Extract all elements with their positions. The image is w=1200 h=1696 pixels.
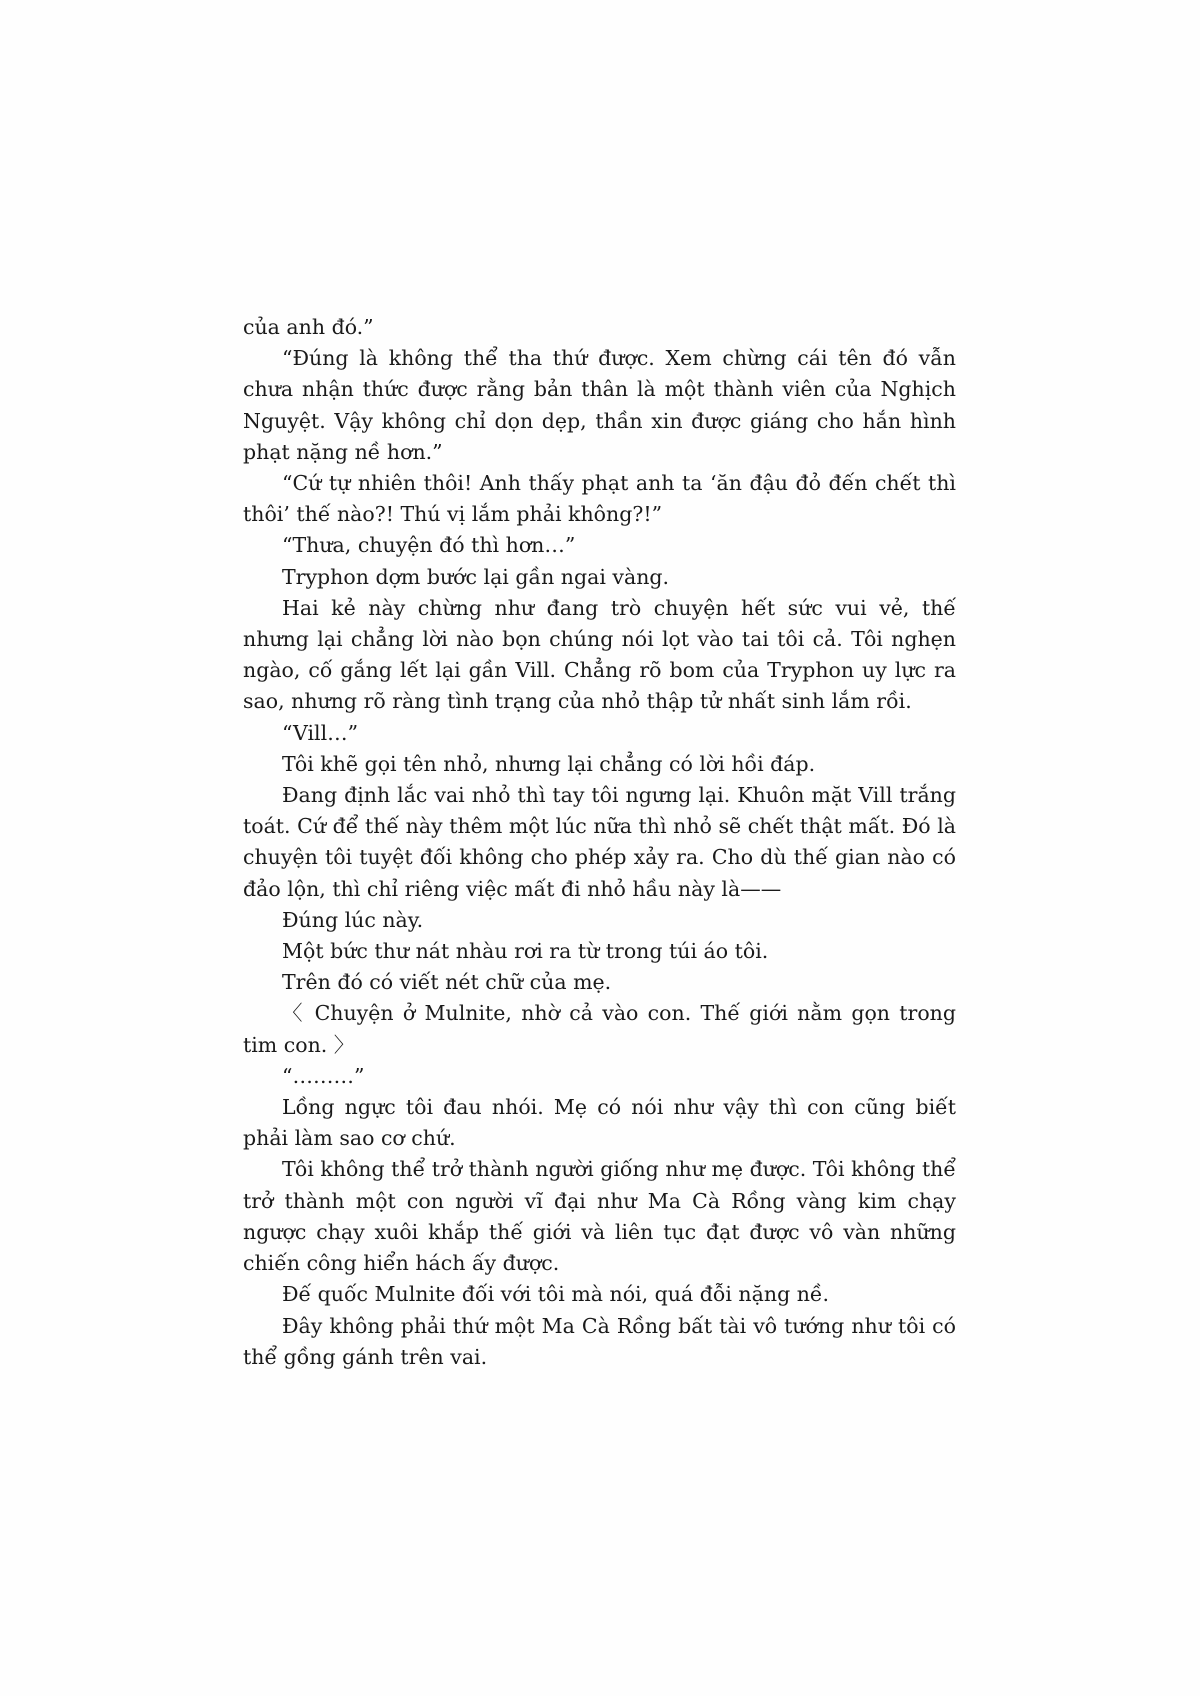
paragraph: Tôi khẽ gọi tên nhỏ, nhưng lại chẳng có lời hồi đáp. [282,751,816,776]
letter-quote: 〈 Chuyện ở Mulnite, nhờ cả vào con. Thế giới nằm gọn trong tim con. 〉 [243,1001,956,1057]
paragraph: “Đúng là không thể tha thứ được. Xem chừng cái tên đó vẫn chưa nhận thức được rằng bản thân là một thành viên của Nghịch Nguyệt. Vậy không chỉ dọn dẹp, thần xin được giáng cho hắn hình phạt nặng nề hơn.” [243,346,956,464]
paragraph: Tryphon dợm bước lại gần ngai vàng. [282,564,670,589]
paragraph: “Cứ tự nhiên thôi! Anh thấy phạt anh ta ‘ăn đậu đỏ đến chết thì thôi’ thế nào?! Thú vị lắm phải không?!” [243,471,956,527]
paragraph: “Vill…” [282,720,359,745]
paragraph: của anh đó.” [243,315,374,339]
paragraph: Một bức thư nát nhàu rơi ra từ trong túi áo tôi. [282,939,769,964]
paragraph: Đây không phải thứ một Ma Cà Rồng bất tài vô tướng như tôi có thể gồng gánh trên vai. [243,1313,956,1369]
body-text [243,312,956,1373]
paragraph: “………” [282,1063,365,1088]
paragraph: Đúng lúc này. [282,907,424,932]
paragraph: “Thưa, chuyện đó thì hơn…” [282,533,576,558]
paragraph: Trên đó có viết nét chữ của mẹ. [282,970,612,995]
paragraph: Tôi không thể trở thành người giống như mẹ được. Tôi không thể trở thành một con người vĩ đại như Ma Cà Rồng vàng kim chạy ngược chạy xuôi khắp thế giới và liên tục đạt được vô vàn những chiến công hiển hách ấy được. [243,1157,956,1276]
paragraph: Đế quốc Mulnite đối với tôi mà nói, quá đỗi nặng nề. [282,1282,830,1307]
paragraph: Đang định lắc vai nhỏ thì tay tôi ngưng lại. Khuôn mặt Vill trắng toát. Cứ để thế này thêm một lúc nữa thì nhỏ sẽ chết thật mất. Đó là chuyện tôi tuyệt đối không cho phép xảy ra. Cho dù thế gian nào có đảo lộn, thì chỉ riêng việc mất đi nhỏ hầu này là—— [243,783,956,901]
paragraph: Hai kẻ này chừng như đang trò chuyện hết sức vui vẻ, thế nhưng lại chẳng lời nào bọn chúng nói lọt vào tai tôi cả. Tôi nghẹn ngào, cố gắng lết lại gần Vill. Chẳng rõ bom của Tryphon uy lực ra sao, nhưng rõ ràng tình trạng của nhỏ thập tử nhất sinh lắm rồi. [243,595,956,714]
paragraph: Lồng ngực tôi đau nhói. Mẹ có nói như vậy thì con cũng biết phải làm sao cơ chứ. [243,1095,956,1151]
